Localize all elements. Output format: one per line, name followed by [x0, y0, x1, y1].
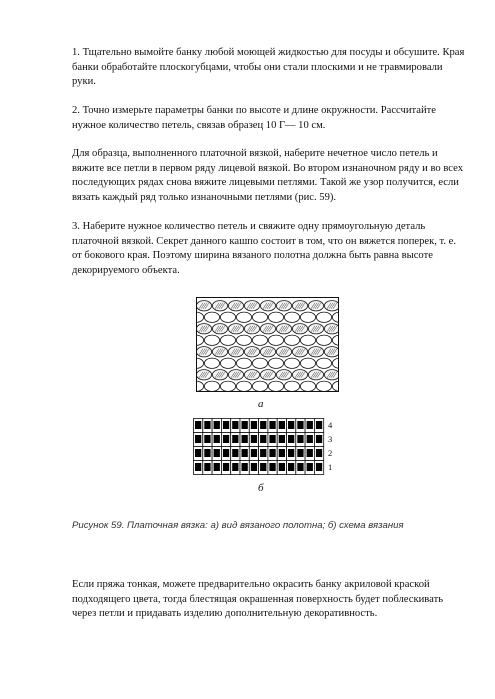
chart-stitch-symbol — [316, 421, 322, 429]
knit-stitch — [308, 370, 323, 380]
chart-stitch-symbol — [316, 449, 322, 457]
row-number-1: 1 — [328, 462, 333, 472]
chart-stitch-symbol — [307, 435, 313, 443]
knit-stitch — [284, 381, 299, 391]
chart-stitch-symbol — [269, 435, 275, 443]
chart-stitch-symbol — [307, 421, 313, 429]
knit-stitch — [244, 347, 259, 357]
knit-stitch — [228, 370, 243, 380]
knit-stitch — [204, 312, 219, 322]
chart-stitch-symbol — [269, 449, 275, 457]
knit-stitch — [324, 370, 339, 380]
chart-stitch-symbol — [214, 463, 220, 471]
knit-stitch — [316, 335, 331, 345]
paragraph-step-2: 2. Точно измерьте параметры банки по высоте и длине окружности. Рассчитайте нужное количество петель, связав образец 10 Г— 10 см. — [72, 105, 436, 131]
knit-stitch — [324, 324, 339, 334]
paragraph-final: Если пряжа тонкая, можете предварительно окрасить банку акриловой краской подходящего цвета, тогда блестящая окрашенная поверхность будет поблескивать через петли и придавать изделию дополнительную декоративность. — [72, 579, 444, 620]
paragraph-sample: Для образца, выполненного платочной вязкой, наберите нечетное число петель и вяжите все петли в первом ряду лицевой вязкой. Во втором изнаночном ряду и во всех последующих рядах снова вяжите лицевыми петлями. Такой же узор получится, если вязать каждый ряд только изнаночными петлями (рис. 59). — [72, 148, 463, 203]
knit-stitch — [212, 324, 227, 334]
row-number-2: 2 — [328, 448, 333, 458]
knit-stitch — [196, 301, 211, 311]
knit-stitch — [260, 370, 275, 380]
chart-stitch-symbol — [242, 449, 248, 457]
knit-stitch — [284, 312, 299, 322]
knit-stitch — [268, 335, 283, 345]
chart-stitch-symbol — [288, 435, 294, 443]
knit-stitch — [316, 312, 331, 322]
knit-stitch — [236, 381, 251, 391]
chart-stitch-symbol — [223, 435, 229, 443]
chart-stitch-symbol — [297, 421, 303, 429]
chart-stitch-symbol — [251, 463, 257, 471]
knit-stitch — [292, 370, 307, 380]
knit-stitch — [276, 347, 291, 357]
knit-stitch — [252, 358, 267, 368]
chart-stitch-symbol — [279, 435, 285, 443]
knit-stitch — [276, 370, 291, 380]
chart-stitch-symbol — [251, 435, 257, 443]
knit-stitch — [308, 324, 323, 334]
knit-stitch — [212, 347, 227, 357]
chart-stitch-symbol — [297, 435, 303, 443]
knit-stitch — [204, 358, 219, 368]
knit-stitch — [204, 335, 219, 345]
knit-stitch — [284, 358, 299, 368]
chart-stitch-symbol — [307, 463, 313, 471]
chart-stitch-symbol — [279, 449, 285, 457]
figure-label-b: б — [258, 482, 264, 494]
chart-stitch-symbol — [242, 435, 248, 443]
chart-stitch-symbol — [223, 449, 229, 457]
knit-stitch — [292, 301, 307, 311]
knit-stitch — [268, 358, 283, 368]
chart-stitch-symbol — [288, 421, 294, 429]
knit-stitch — [228, 301, 243, 311]
knit-stitch — [220, 358, 235, 368]
chart-stitch-symbol — [195, 421, 201, 429]
knit-stitch — [308, 347, 323, 357]
chart-stitch-symbol — [251, 421, 257, 429]
knit-stitch — [284, 335, 299, 345]
chart-stitch-symbol — [279, 463, 285, 471]
knit-stitch — [236, 312, 251, 322]
knit-stitch — [260, 301, 275, 311]
chart-stitch-symbol — [307, 449, 313, 457]
chart-stitch-symbol — [232, 449, 238, 457]
knit-stitch — [276, 301, 291, 311]
chart-stitch-symbol — [204, 435, 210, 443]
knit-stitch — [324, 347, 339, 357]
chart-stitch-symbol — [232, 435, 238, 443]
knit-stitch — [196, 370, 211, 380]
chart-stitch-symbol — [223, 463, 229, 471]
chart-stitch-symbol — [260, 449, 266, 457]
knit-stitch — [292, 347, 307, 357]
chart-stitch-symbol — [195, 435, 201, 443]
knit-stitch — [244, 324, 259, 334]
chart-stitch-symbol — [242, 463, 248, 471]
knit-stitch — [316, 381, 331, 391]
chart-stitch-symbol — [279, 421, 285, 429]
knit-stitch — [228, 347, 243, 357]
chart-stitch-symbol — [288, 449, 294, 457]
knit-stitch — [196, 347, 211, 357]
knit-stitch — [308, 301, 323, 311]
chart-stitch-symbol — [223, 421, 229, 429]
knit-stitch — [260, 347, 275, 357]
chart-stitch-symbol — [214, 449, 220, 457]
figure-caption: Рисунок 59. Платочная вязка: а) вид вязаного полотна; б) схема вязания — [72, 520, 404, 531]
knit-stitch — [252, 312, 267, 322]
paragraph-step-3: 3. Наберите нужное количество петель и свяжите одну прямоугольную деталь платочной вязкой. Секрет данного кашпо состоит в том, что он вяжется поперек, т. е. от бокового края. Поэтому ширина вязаного полотна должна быть равна высоте декорируемого объекта. — [72, 221, 457, 276]
knit-stitch — [324, 301, 339, 311]
chart-stitch-symbol — [204, 449, 210, 457]
knit-stitch — [252, 381, 267, 391]
knit-stitch — [204, 381, 219, 391]
knit-stitch — [244, 301, 259, 311]
knit-stitch — [212, 301, 227, 311]
chart-stitch-symbol — [316, 463, 322, 471]
knit-stitch — [316, 358, 331, 368]
row-number-4: 4 — [328, 420, 333, 430]
knit-stitch — [220, 312, 235, 322]
chart-stitch-symbol — [195, 463, 201, 471]
knit-stitch — [300, 312, 315, 322]
knit-stitch — [220, 381, 235, 391]
chart-stitch-symbol — [204, 421, 210, 429]
chart-stitch-symbol — [251, 449, 257, 457]
chart-stitch-symbol — [297, 449, 303, 457]
knit-stitch — [300, 381, 315, 391]
knit-stitch — [268, 381, 283, 391]
knit-stitch — [212, 370, 227, 380]
chart-stitch-symbol — [195, 449, 201, 457]
knit-stitch — [300, 358, 315, 368]
knit-stitch — [236, 335, 251, 345]
chart-stitch-symbol — [232, 421, 238, 429]
knit-stitch — [292, 324, 307, 334]
knit-stitch — [260, 324, 275, 334]
chart-stitch-symbol — [214, 421, 220, 429]
knitting-chart-grid — [193, 418, 327, 476]
knit-stitch — [268, 312, 283, 322]
chart-stitch-symbol — [269, 421, 275, 429]
chart-stitch-symbol — [260, 435, 266, 443]
knit-stitch — [196, 324, 211, 334]
chart-stitch-symbol — [204, 463, 210, 471]
knit-stitch — [300, 335, 315, 345]
chart-stitch-symbol — [316, 435, 322, 443]
knit-stitch — [276, 324, 291, 334]
chart-stitch-symbol — [232, 463, 238, 471]
knitted-fabric-illustration — [196, 297, 339, 392]
paragraph-step-1: 1. Тщательно вымойте банку любой моющей жидкостью для посуды и обсушите. Края банки обработайте плоскогубцами, чтобы они стали плоскими и не травмировали руки. — [72, 47, 465, 88]
knit-stitch — [220, 335, 235, 345]
chart-stitch-symbol — [260, 463, 266, 471]
row-number-3: 3 — [328, 434, 333, 444]
figure-label-a: а — [258, 398, 264, 410]
chart-stitch-symbol — [297, 463, 303, 471]
knit-stitch — [244, 370, 259, 380]
chart-stitch-symbol — [288, 463, 294, 471]
chart-stitch-symbol — [242, 421, 248, 429]
knit-stitch — [252, 335, 267, 345]
chart-stitch-symbol — [260, 421, 266, 429]
chart-stitch-symbol — [214, 435, 220, 443]
knit-stitch — [236, 358, 251, 368]
knit-stitch — [228, 324, 243, 334]
chart-stitch-symbol — [269, 463, 275, 471]
